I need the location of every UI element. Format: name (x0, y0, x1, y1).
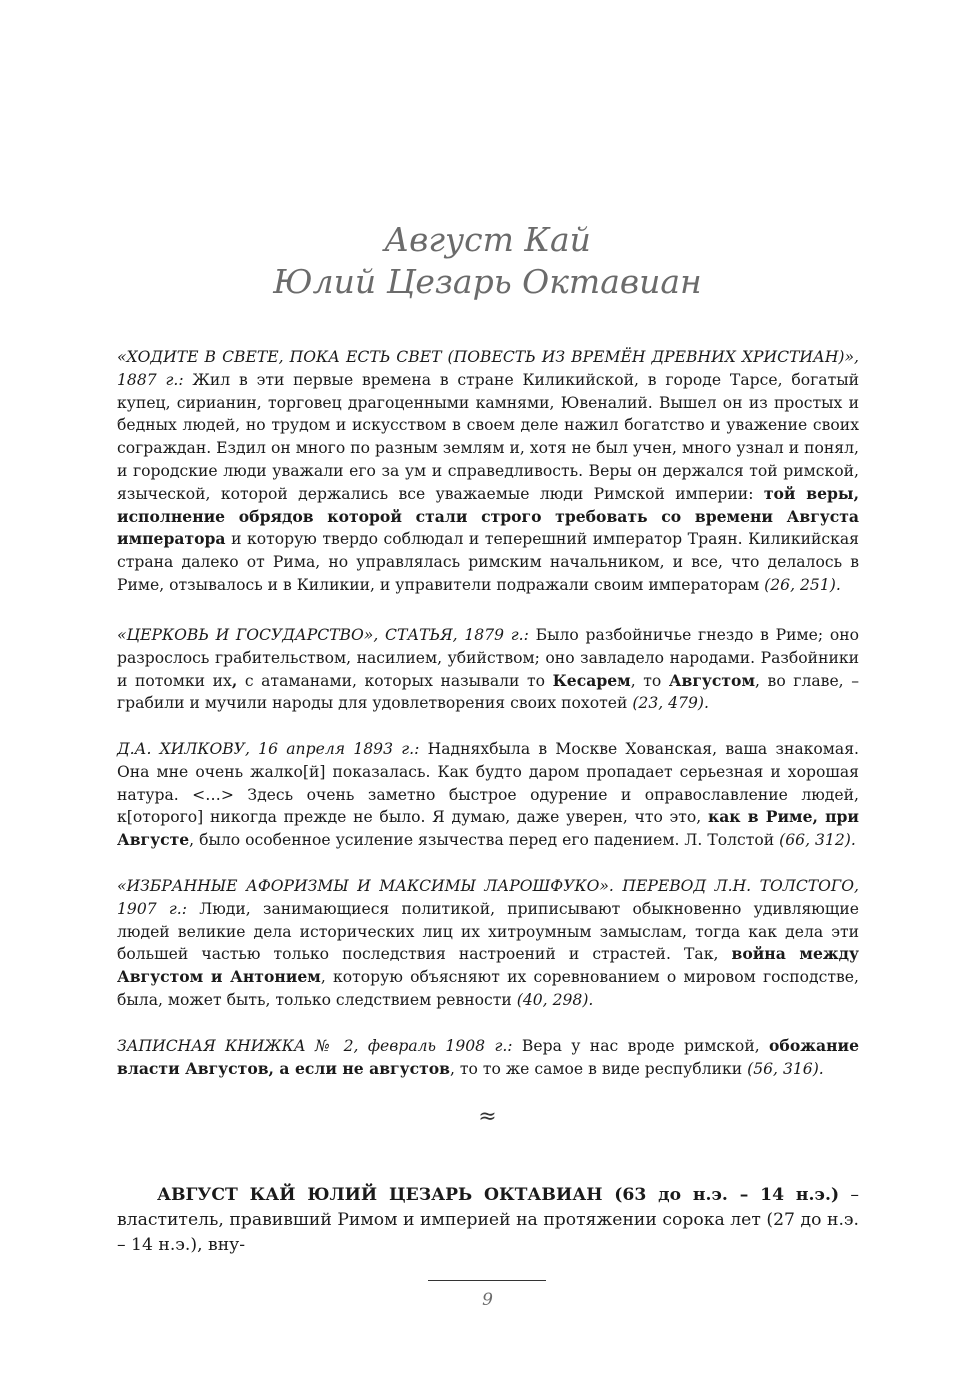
biography-text: – властитель, правивший Римом и империей на протяжении сорока лет (27 до н.э. – 14 н.э.), вну- (117, 1185, 859, 1255)
quote-reference: (56, 316). (747, 1059, 824, 1078)
biography-paragraph (117, 1183, 859, 1258)
quote-text: Люди, занимающиеся политикой, приписывают обыкновенно удивляющие людей великие дела исторических лиц их хитроумным замыслам, тогда как дела эти большей частью только последствия настроений и страстей. Так, (117, 899, 859, 964)
quote-text: , было особенное усиление язычества перед его падением. Л. Толстой (189, 831, 780, 850)
quote-bold: война между Августом и Антонием (117, 944, 859, 987)
quote-reference: (26, 251). (764, 575, 841, 594)
quote-source: ЗАПИСНАЯ КНИЖКА № 2, февраль 1908 г.: (117, 1037, 513, 1055)
quote-5 (117, 1035, 859, 1081)
quote-bold: как в Риме, при Августе (117, 807, 859, 850)
quote-reference: (23, 479). (632, 694, 709, 713)
quote-text: Жил в эти первые времена в стране Киликийской, в городе Тарсе, богатый купец, сирианин, торговец драгоценными камнями, Ювеналий. Вышел он из простых и бедных людей, но трудом и искусством в своем деле нажил богатство и уважение своих сограждан. Ездил он много по разным землям и, хотя не был учен, много узнал и понял, и городские люди уважали его за ум и справедливость. Веры он держался той римской, языческой, которой держались все уважаемые люди Римской империи: (117, 370, 860, 503)
quote-reference: (66, 312). (779, 831, 856, 850)
quote-4 (117, 875, 859, 1012)
ornament-divider-icon: ≈ (478, 1104, 497, 1129)
quote-bold: Кесарем (552, 670, 631, 690)
quote-source: «ЦЕРКОВЬ И ГОСУДАРСТВО», СТАТЬЯ, 1879 г.: (117, 626, 529, 644)
quote-text: с атаманами, которых называли то (237, 671, 553, 690)
quote-source: Д.А. ХИЛКОВУ, 16 апреля 1893 г.: (117, 740, 420, 758)
page-number: 9 (482, 1290, 493, 1310)
quote-bold: той веры, исполнение обрядов которой стали строго требовать со времени Августа императора (117, 483, 859, 549)
quote-text: Вера у нас вроде римской, (512, 1037, 770, 1055)
quote-bold: Августом (668, 670, 756, 690)
quote-text: Надняхбыла в Москве Хованская, ваша знакомая. Она мне очень жалко[й] показалась. Как будто даром пропадает серьезная и хорошая натура. <…> Здесь очень заметно быстрое одурение и оправославление людей, к[оторого] никогда прежде не было. Я думаю, даже уверен, что это, (117, 740, 859, 827)
quote-bold: обожание власти Августов, а если не августов (117, 1036, 859, 1078)
quote-reference: (40, 298). (516, 990, 594, 1009)
quote-2 (117, 624, 859, 715)
quote-source: «ХОДИТЕ В СВЕТЕ, ПОКА ЕСТЬ СВЕТ (ПОВЕСТЬ ИЗ ВРЕМЁН ДРЕВНИХ ХРИСТИАН)», 1887 г.: (117, 348, 859, 389)
quote-1 (117, 346, 859, 597)
quote-text: , которую объясняют их соревнованием о мировом господстве, была, может быть, только следствием ревности (117, 968, 859, 1009)
quote-3 (117, 738, 859, 852)
quote-text: и которую твердо соблюдал и теперешний император Траян. Киликийская страна далеко от Рима, но управлялась римским начальником, и все, что делалось в Риме, отзывалось и в Киликии, и управители подражали своим императорам (117, 530, 859, 594)
footer-rule (428, 1280, 546, 1281)
quote-text: , то то же самое в виде республики (449, 1059, 748, 1078)
quote-source: «ИЗБРАННЫЕ АФОРИЗМЫ И МАКСИМЫ ЛАРОШФУКО». ПЕРЕВОД Л.Н. ТОЛСТОГО, 1907 г.: (117, 877, 859, 918)
biography-heading: АВГУСТ КАЙ ЮЛИЙ ЦЕЗАРЬ ОКТАВИАН (63 до н.э. – 14 н.э.) (157, 1185, 840, 1205)
quote-text: Было разбойничье гнездо в Риме; оно разрослось грабительством, насилием, убийством; оно завладело народами. Разбойники и потомки их (117, 626, 860, 690)
title-line-1: Август Кай (384, 220, 591, 259)
title-line-2: Юлий Цезарь Октавиан (273, 262, 702, 301)
quote-bold: , (231, 670, 238, 690)
quote-text: , то (630, 671, 669, 690)
quote-text: , во главе, – грабили и мучили народы для удовлетворения своих похотей (117, 671, 860, 713)
